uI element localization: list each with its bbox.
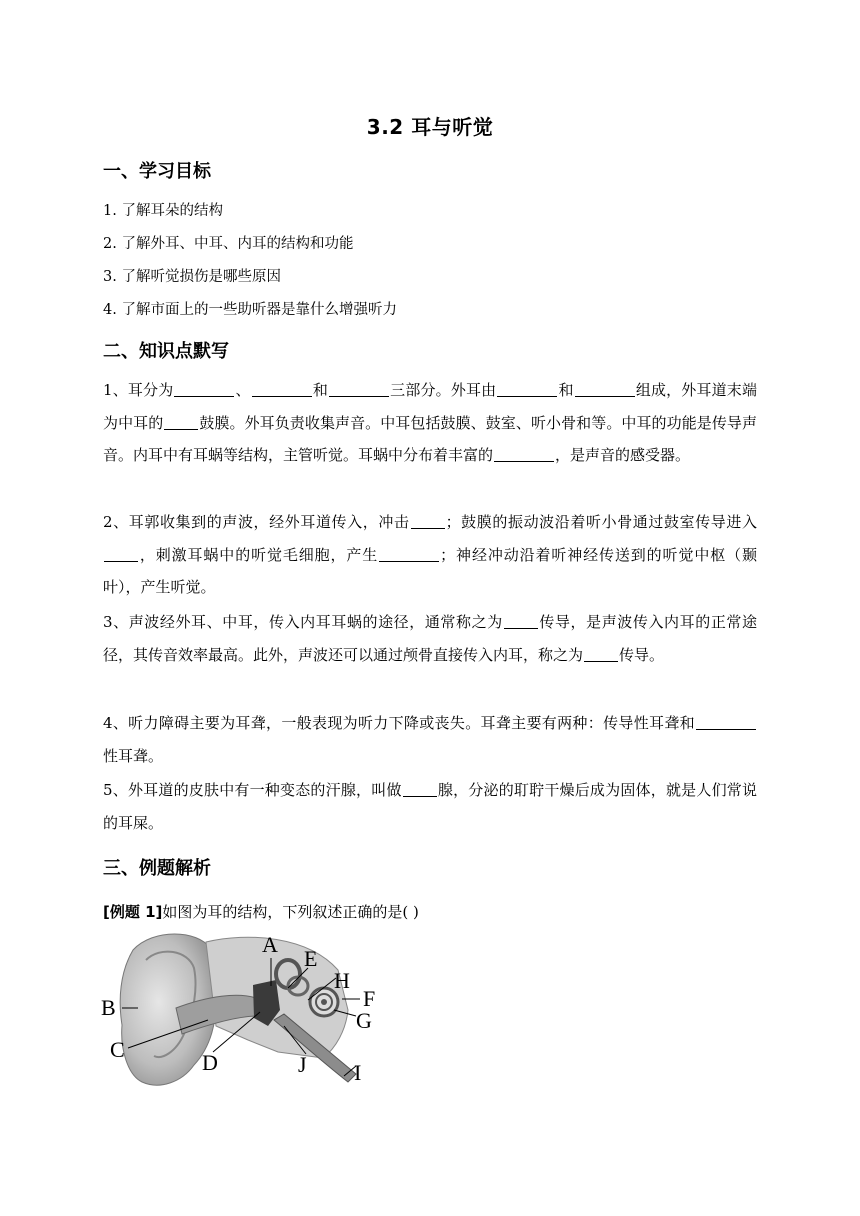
fill-paragraph-1: 1、耳分为 、 和 三部分。外耳由 和 组成，外耳道末端为中耳的 鼓膜。外耳负责收集声音。中耳包括鼓膜、鼓室、听小骨和等。中耳的功能是传导声音。内耳中有耳蜗等结构，主管听觉。耳蜗中分布着丰富的 ，是声音的感受器。 (103, 381, 757, 464)
answer-blank[interactable] (696, 714, 756, 730)
fill-paragraph-5: 5、外耳道的皮肤中有一种变态的汗腺，叫做 腺，分泌的耵聍干燥后成为固体，就是人们常说的耳屎。 (103, 781, 757, 832)
example-label: [例题 1] (103, 903, 163, 921)
answer-blank[interactable] (575, 381, 635, 397)
example-text: 如图为耳的结构，下列叙述正确的是( ) (162, 903, 419, 921)
fill-paragraph-3: 3、声波经外耳、中耳，传入内耳耳蜗的途径，通常称之为 传导，是声波传入内耳的正常途径，其传音效率最高。此外，声波还可以通过颅骨直接传入内耳，称之为 传导。 (103, 613, 757, 664)
goal-item: 2. 了解外耳、中耳、内耳的结构和功能 (103, 236, 354, 252)
answer-blank[interactable] (164, 414, 198, 430)
goal-item: 1. 了解耳朵的结构 (103, 203, 223, 219)
ear-structure-diagram (98, 930, 388, 1095)
section-heading-example: 三、例题解析 (103, 858, 211, 879)
diagram-label-d: D (202, 1050, 218, 1075)
diagram-label-e: E (304, 946, 318, 971)
diagram-label-f: F (363, 986, 376, 1011)
fill-paragraph-4: 4、听力障碍主要为耳聋，一般表现为听力下降或丧失。耳聋主要有两种：传导性耳聋和性耳聋。 (103, 707, 757, 772)
answer-blank[interactable] (252, 381, 312, 397)
diagram-label-j: J (298, 1052, 307, 1077)
answer-blank[interactable] (329, 381, 389, 397)
diagram-label-i: I (354, 1060, 362, 1085)
section-heading-goals: 一、学习目标 (103, 161, 211, 182)
answer-blank[interactable] (494, 446, 554, 462)
answer-blank[interactable] (174, 381, 234, 397)
fill-paragraph-2: 2、耳郭收集到的声波，经外耳道传入，冲击 ；鼓膜的振动波沿着听小骨通过鼓室传导进入，刺激耳蜗中的听觉毛细胞，产生 ；神经冲动沿着听神经传送到的听觉中枢（颞叶），产生听觉。 (103, 513, 757, 596)
answer-blank[interactable] (497, 381, 557, 397)
section-heading-fill: 二、知识点默写 (103, 341, 229, 362)
answer-blank[interactable] (504, 613, 538, 629)
example-question (103, 900, 419, 924)
goal-item: 3. 了解听觉损伤是哪些原因 (103, 269, 281, 285)
diagram-label-b: B (101, 995, 116, 1020)
answer-blank[interactable] (104, 546, 138, 562)
page-title: 3.2 耳与听觉 (366, 115, 494, 139)
diagram-label-a: A (262, 932, 278, 957)
answer-blank[interactable] (403, 781, 437, 797)
answer-blank[interactable] (584, 646, 618, 662)
diagram-label-h: H (334, 968, 350, 993)
answer-blank[interactable] (411, 513, 445, 529)
diagram-label-c: C (110, 1037, 125, 1062)
goal-item: 4. 了解市面上的一些助听器是靠什么增强听力 (103, 302, 397, 318)
diagram-label-g: G (356, 1008, 372, 1033)
answer-blank[interactable] (379, 546, 439, 562)
